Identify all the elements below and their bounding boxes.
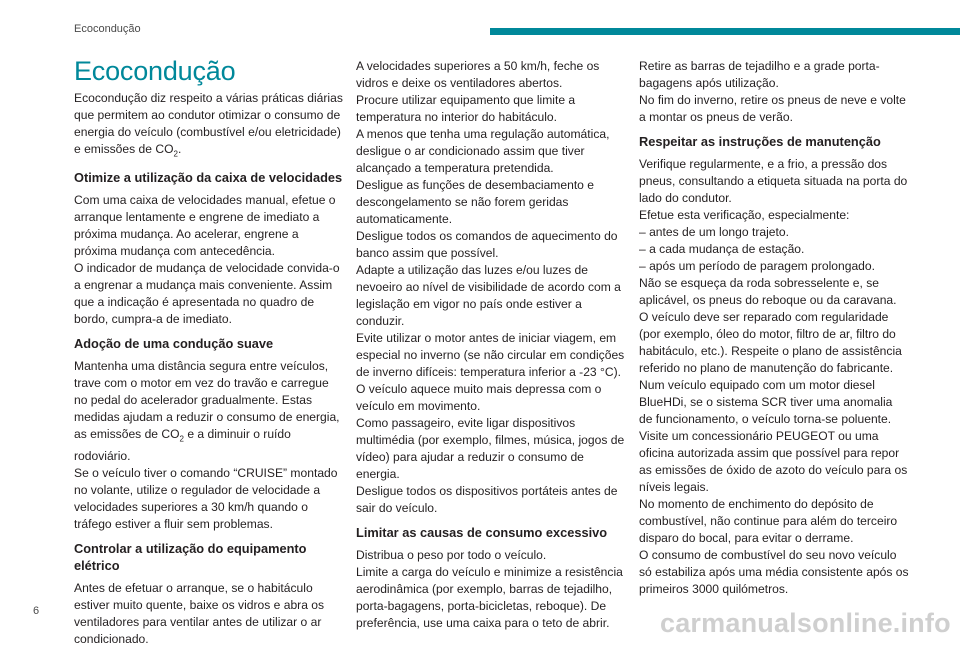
heading-gearbox: Otimize a utilização da caixa de velocidades [74,170,343,186]
paragraph: Verifique regularmente, e a frio, a pressão dos pneus, consultando a etiqueta situada na porta do lado do condutor. [639,157,908,205]
watermark: carmanualsonline.info [660,608,951,638]
intro-paragraph: Ecocondução diz respeito a várias práticas diárias que permitem ao condutor otimizar o consumo de energia do veículo (combustível e/ou eletricidade) e emissões de $CO_2$. [74,91,343,159]
paragraph: Desligue todos os dispositivos portáteis antes de sair do veículo. [356,484,618,515]
paragraph: Com uma caixa de velocidades manual, efetue o arranque lentamente e engrene de imediato a próxima mudança. Ao acelerar, engrene a próxima mudança com antecedência. [74,193,336,259]
heading-electrical-equipment: Controlar a utilização do equipamento elétrico [74,540,307,573]
column-2 [356,58,626,632]
paragraph: Se o veículo tiver o comando “CRUISE” montado no volante, utilize o regulador de velocidade a velocidades superiores a 30 km/h quando o tráfego estiver a fluir sem problemas. [74,465,338,531]
paragraph: Efetue esta verificação, especialmente: [639,208,850,222]
paragraph: Não se esqueça da roda sobresselente e, se aplicável, os pneus do reboque ou da caravana. [639,276,897,307]
heading-excess-consumption: Limitar as causas de consumo excessivo [356,525,608,540]
paragraph: Distribua o peso por todo o veículo. [356,548,547,562]
paragraph: Limite a carga do veículo e minimize a resistência aerodinâmica (por exemplo, barras de tejadilho, porta-bagagens, porta-bicicletas, reboque). De preferência, use uma caixa para o teto de abrir. [356,565,623,630]
list-item: – antes de um longo trajeto. [639,225,789,239]
paragraph: Adapte a utilização das luzes e/ou luzes de nevoeiro ao nível de visibilidade de acordo com a legislação em vigor no país onde estiver a conduzir. [356,263,621,328]
paragraph: Como passageiro, evite ligar dispositivos multimédia (por exemplo, filmes, música, jogos de vídeo) para ajudar a reduzir o consumo de energia. [356,416,625,481]
page-title: Ecocondução [74,56,236,86]
paragraph: Retire as barras de tejadilho e a grade porta-bagagens após utilização. [639,59,880,90]
paragraph: Evite utilizar o motor antes de iniciar viagem, em especial no inverno (se não circular em condições de inverno difíceis: temperatura inferior a -23 °C). O veículo aquece muito mais depressa com o veículo em movimento. [356,331,625,413]
paragraph: Desligue todos os comandos de aquecimento do banco assim que possível. [356,229,618,260]
paragraph: Desligue as funções de desembaciamento e descongelamento se não forem geridas automaticamente. [356,178,594,226]
heading-maintenance: Respeitar as instruções de manutenção [639,134,881,149]
paragraph: No fim do inverno, retire os pneus de neve e volte a montar os pneus de verão. [639,93,906,124]
paragraph: O veículo deve ser reparado com regularidade (por exemplo, óleo do motor, filtro de ar, filtro do habitáculo, etc.). Respeite o plano de assistência referido no plano de manutenção do fabricante. [639,310,902,375]
paragraph: A velocidades superiores a 50 km/h, feche os vidros e deixe os ventiladores abertos. [356,59,600,90]
paragraph: O indicador de mudança de velocidade convida-o a engrenar a mudança mais conveniente. Assim que a indicação é apresentada no quadro de bordo, cumpra-a de imediato. [74,261,340,327]
list-item: – a cada mudança de estação. [639,242,805,256]
column-3 [639,58,909,598]
page-number: 6 [33,605,40,617]
column-1 [74,56,344,648]
paragraph: O consumo de combustível do seu novo veículo só estabiliza após uma média consistente após os primeiros 3000 quilómetros. [639,548,909,596]
list-item: – após um período de paragem prolongado. [639,259,875,273]
paragraph: Mantenha uma distância segura entre veículos, trave com o motor em vez do travão e carregue no pedal do acelerador gradualmente. Estas medidas ajudam a reduzir o consumo de energia, as emissões de $CO_2$ e a diminuir o ruído rodoviário. [74,359,340,463]
section-header-title: Ecocondução [74,23,141,35]
paragraph: Antes de efetuar o arranque, se o habitáculo estiver muito quente, baixe os vidros e abra os ventiladores para ventilar antes de utilizar o ar condicionado. [74,580,325,646]
paragraph: Num veículo equipado com um motor diesel BlueHDi, se o sistema SCR tiver uma anomalia de funcionamento, o veículo torna-se poluente. Visite um concessionário PEUGEOT ou uma oficina autorizada assim que possível para repor as emissões de óxido de azoto do veículo para os níveis legais. [639,378,908,494]
paragraph: No momento de enchimento do depósito de combustível, não continue para além do terceiro disparo do bocal, para evitar o derrame. [639,497,898,545]
paragraph: Procure utilizar equipamento que limite a temperatura no interior do habitáculo. [356,93,576,124]
header-accent-bar [490,28,960,35]
heading-smooth-driving: Adoção de uma condução suave [74,336,274,352]
paragraph: A menos que tenha uma regulação automática, desligue o ar condicionado assim que tiver alcançado a temperatura pretendida. [356,127,610,175]
